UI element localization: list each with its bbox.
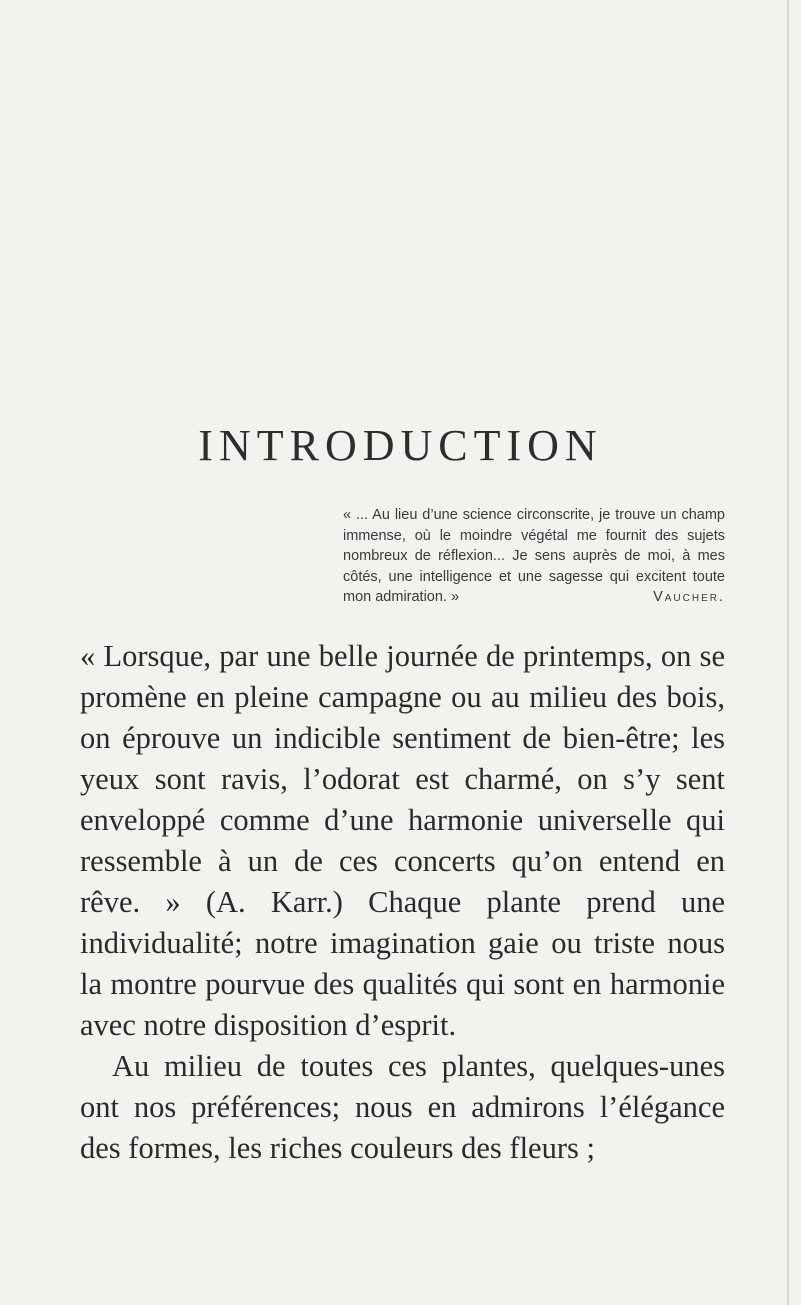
page-title: INTRODUCTION <box>198 421 603 470</box>
paragraph-1: « Lorsque, par une belle journée de printemps, on se promène en pleine campagne ou au milieu des bois, on éprouve un indicible sentiment de bien-être; les yeux sont ravis, l’odorat est charmé, on s’y sent enveloppé comme d’une harmonie universelle qui ressemble à un de ces concerts qu’on entend en rêve. » (A. Karr.) Chaque plante prend une individualité; notre imagination gaie ou triste nous la montre pourvue des qualités qui sont en harmonie avec notre disposition d’esprit. <box>80 639 725 1042</box>
page-edge <box>787 0 789 1305</box>
epigraph-author: Vaucher. <box>653 589 725 605</box>
paragraph-2: Au milieu de toutes ces plantes, quelques-unes ont nos préférences; nous en admirons l’élégance des formes, les riches couleurs des fleurs ; <box>80 1049 725 1165</box>
body-text <box>80 636 725 1169</box>
epigraph-text: « ... Au lieu d’une science circonscrite, je trouve un champ immense, où le moindre végétal me fournit des sujets nombreux de réflexion... Je sens auprès de moi, à mes côtés, une intelligence et une sagesse qui excitent toute mon admiration. » <box>343 507 725 605</box>
epigraph-quote <box>343 505 725 608</box>
epigraph <box>343 505 725 608</box>
